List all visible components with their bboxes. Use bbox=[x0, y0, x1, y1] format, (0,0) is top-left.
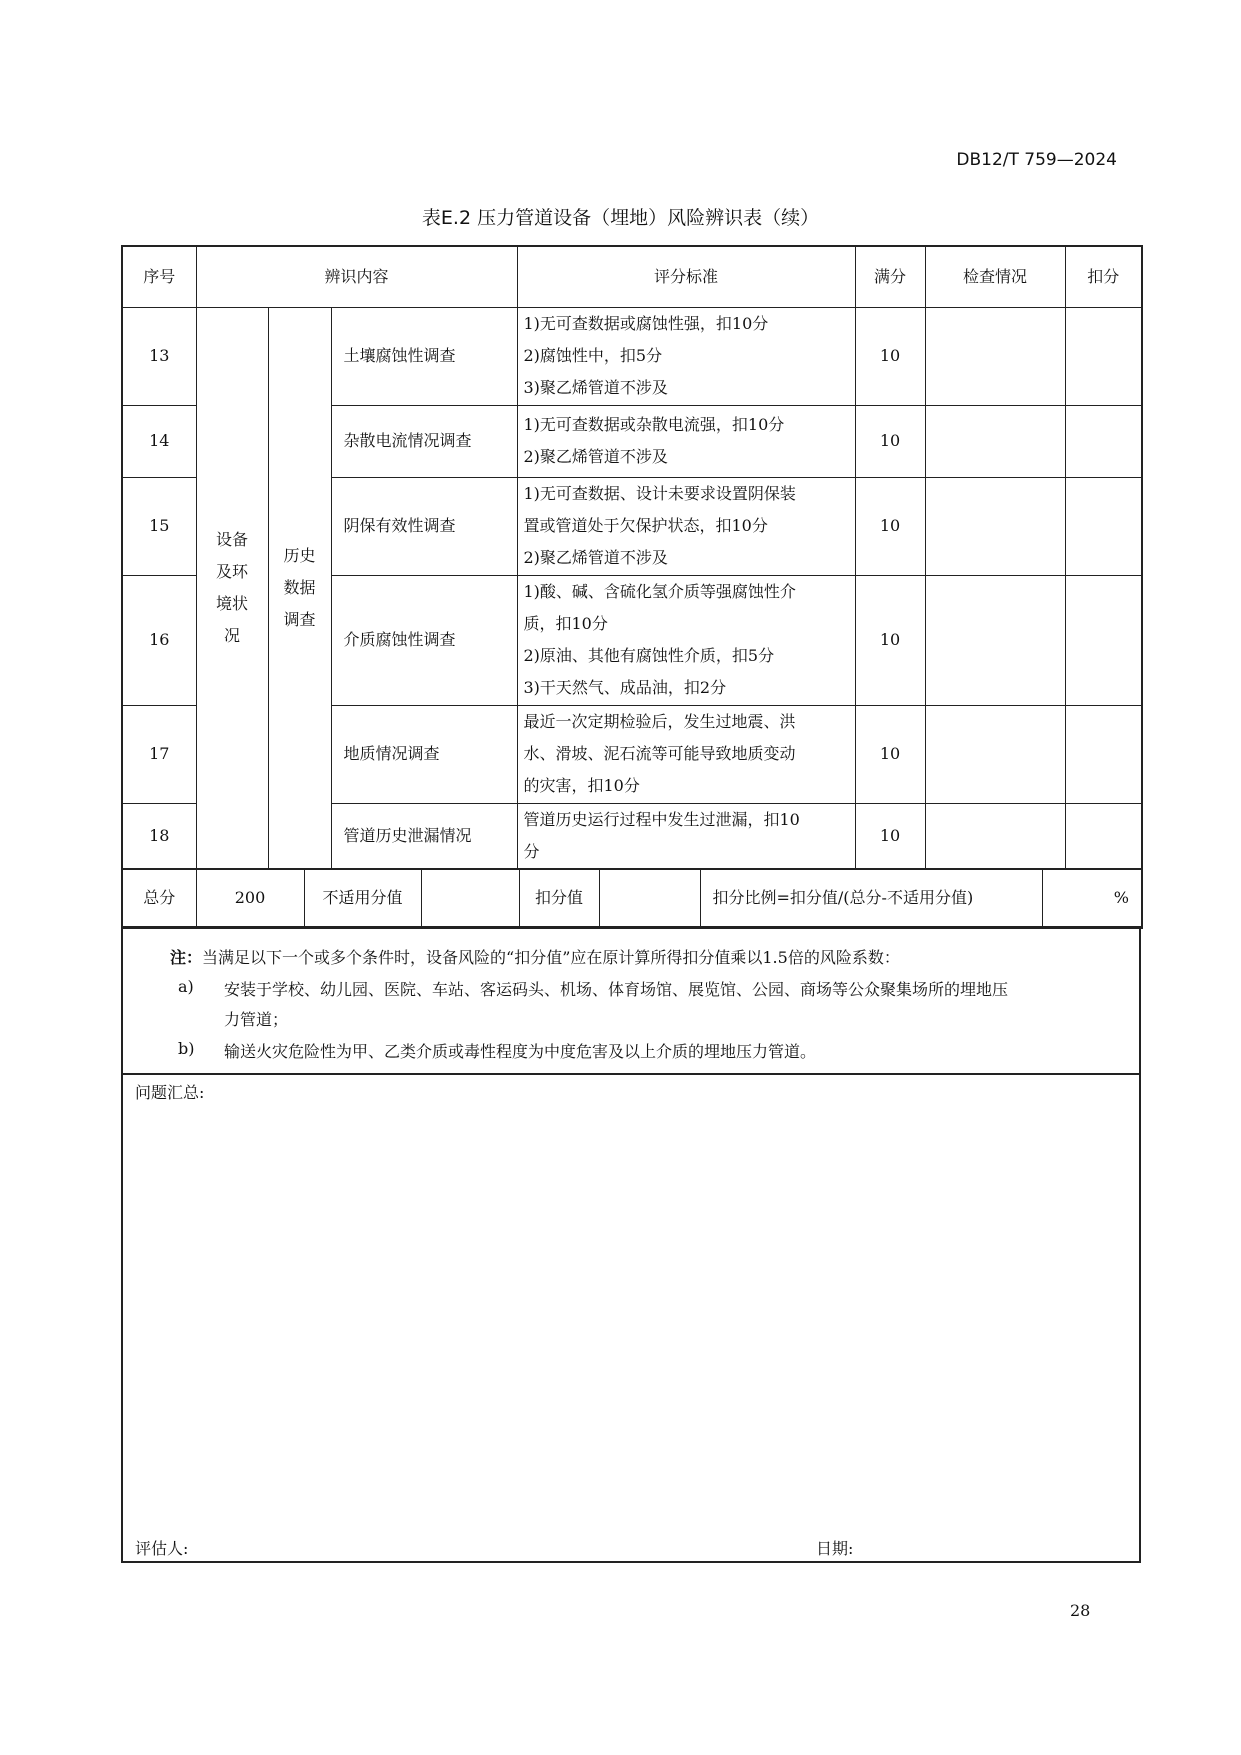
header-full-score: 满分 bbox=[855, 246, 925, 307]
subcategory-line: 历史 bbox=[283, 545, 316, 565]
criteria-line: 1)无可查数据或腐蚀性强，扣10分 bbox=[523, 314, 769, 333]
category-line: 及环 bbox=[215, 561, 248, 581]
table-title: 表E.2 压力管道设备（埋地）风险辨识表（续） bbox=[421, 207, 820, 229]
row-seq: 13 bbox=[122, 307, 196, 405]
row-criteria bbox=[517, 307, 855, 405]
row-item: 介质腐蚀性调查 bbox=[331, 575, 517, 705]
note-intro-line bbox=[170, 945, 900, 968]
row-score: 10 bbox=[855, 705, 925, 803]
note-b-marker: b) bbox=[178, 1039, 195, 1058]
assessor-label: 评估人: bbox=[135, 1539, 189, 1558]
total-table bbox=[121, 868, 1143, 929]
row-deduction bbox=[1065, 405, 1142, 477]
total-value: 200 bbox=[196, 869, 304, 929]
note-a-marker: a) bbox=[178, 977, 194, 996]
header-check: 检查情况 bbox=[925, 246, 1065, 307]
criteria-line: 水、滑坡、泥石流等可能导致地质变动 bbox=[523, 744, 796, 763]
row-deduction bbox=[1065, 803, 1142, 869]
criteria-line: 1)酸、碱、含硫化氢介质等强腐蚀性介 bbox=[523, 582, 796, 601]
row-item: 土壤腐蚀性调查 bbox=[331, 307, 517, 405]
header-row bbox=[122, 246, 1142, 307]
header-deduction: 扣分 bbox=[1065, 246, 1142, 307]
row-deduction bbox=[1065, 705, 1142, 803]
row-criteria bbox=[517, 477, 855, 575]
note-intro: 当满足以下一个或多个条件时，设备风险的“扣分值”应在原计算所得扣分值乘以1.5倍的风险系数： bbox=[202, 948, 900, 967]
deduct-label: 扣分值 bbox=[519, 869, 599, 929]
na-score-value bbox=[421, 869, 519, 929]
row-item: 管道历史泄漏情况 bbox=[331, 803, 517, 869]
criteria-line: 2)腐蚀性中，扣5分 bbox=[523, 346, 663, 365]
row-deduction bbox=[1065, 575, 1142, 705]
criteria-line: 1)无可查数据或杂散电流强，扣10分 bbox=[523, 415, 785, 434]
row-seq: 17 bbox=[122, 705, 196, 803]
row-item: 阴保有效性调查 bbox=[331, 477, 517, 575]
risk-table bbox=[121, 245, 1143, 870]
header-criteria: 评分标准 bbox=[517, 246, 855, 307]
note-box bbox=[121, 926, 1141, 1075]
document-code: DB12/T 759—2024 bbox=[956, 150, 1117, 170]
table-row bbox=[122, 307, 1142, 405]
subcategory-line: 调查 bbox=[283, 609, 316, 629]
row-deduction bbox=[1065, 307, 1142, 405]
header-seq: 序号 bbox=[122, 246, 196, 307]
criteria-line: 的灾害，扣10分 bbox=[523, 776, 640, 795]
criteria-line: 管道历史运行过程中发生过泄漏，扣10 bbox=[523, 809, 800, 829]
row-item: 杂散电流情况调查 bbox=[331, 405, 517, 477]
criteria-line: 2)聚乙烯管道不涉及 bbox=[523, 447, 668, 466]
total-row bbox=[122, 869, 1142, 929]
row-score: 10 bbox=[855, 575, 925, 705]
row-deduction bbox=[1065, 477, 1142, 575]
row-score: 10 bbox=[855, 405, 925, 477]
note-a-text-cont: 力管道； bbox=[224, 1010, 289, 1029]
page-number: 28 bbox=[1070, 1601, 1091, 1620]
deduct-value bbox=[599, 869, 700, 929]
row-check bbox=[925, 477, 1065, 575]
row-check bbox=[925, 575, 1065, 705]
row-seq: 15 bbox=[122, 477, 196, 575]
criteria-line: 3)干天然气、成品油，扣2分 bbox=[523, 678, 727, 697]
row-criteria bbox=[517, 575, 855, 705]
criteria-line: 置或管道处于欠保护状态，扣10分 bbox=[523, 516, 768, 535]
na-score-label: 不适用分值 bbox=[304, 869, 421, 929]
category-line: 况 bbox=[223, 625, 240, 645]
note-a-text: 安装于学校、幼儿园、医院、车站、客运码头、机场、体育场馆、展览馆、公园、商场等公众聚集场所的埋地压 bbox=[224, 980, 1009, 999]
criteria-line: 3)聚乙烯管道不涉及 bbox=[523, 378, 668, 397]
total-label: 总分 bbox=[122, 869, 196, 929]
date-label: 日期: bbox=[816, 1539, 854, 1558]
category-cell bbox=[196, 307, 268, 869]
summary-label: 问题汇总: bbox=[135, 1083, 205, 1102]
row-score: 10 bbox=[855, 477, 925, 575]
row-score: 10 bbox=[855, 307, 925, 405]
row-check bbox=[925, 803, 1065, 869]
category-line: 设备 bbox=[215, 529, 248, 549]
subcategory-cell bbox=[268, 307, 331, 869]
row-seq: 18 bbox=[122, 803, 196, 869]
note-label: 注： bbox=[170, 948, 203, 967]
subcategory-line: 数据 bbox=[283, 577, 316, 597]
criteria-line: 2)聚乙烯管道不涉及 bbox=[523, 548, 668, 567]
row-score: 10 bbox=[855, 803, 925, 869]
criteria-line: 1)无可查数据、设计未要求设置阴保装 bbox=[523, 484, 796, 503]
summary-box bbox=[121, 1073, 1141, 1563]
row-seq: 14 bbox=[122, 405, 196, 477]
ratio-label: 扣分比例=扣分值/(总分-不适用分值) bbox=[700, 869, 1042, 929]
ratio-percent: % bbox=[1042, 869, 1142, 929]
row-seq: 16 bbox=[122, 575, 196, 705]
note-b-text: 输送火灾危险性为甲、乙类介质或毒性程度为中度危害及以上介质的埋地压力管道。 bbox=[224, 1042, 817, 1061]
row-criteria bbox=[517, 803, 855, 869]
row-item: 地质情况调查 bbox=[331, 705, 517, 803]
row-check bbox=[925, 705, 1065, 803]
criteria-line: 最近一次定期检验后，发生过地震、洪 bbox=[523, 712, 796, 731]
category-line: 境状 bbox=[215, 593, 248, 613]
row-criteria bbox=[517, 405, 855, 477]
criteria-line: 分 bbox=[523, 841, 540, 861]
criteria-line: 2)原油、其他有腐蚀性介质，扣5分 bbox=[523, 646, 775, 665]
header-content: 辨识内容 bbox=[196, 246, 517, 307]
row-criteria bbox=[517, 705, 855, 803]
row-check bbox=[925, 405, 1065, 477]
row-check bbox=[925, 307, 1065, 405]
criteria-line: 质，扣10分 bbox=[523, 614, 608, 633]
